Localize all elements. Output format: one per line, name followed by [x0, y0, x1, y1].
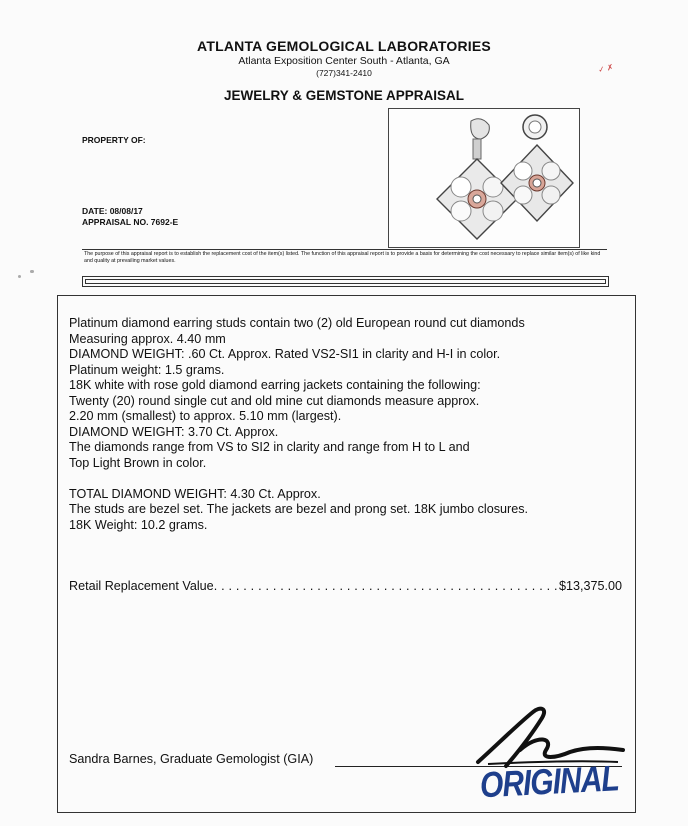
appraisal-number: APPRAISAL NO. 7692-E	[82, 217, 179, 227]
lab-phone: (727)341-2410	[316, 68, 372, 78]
scan-speck	[30, 270, 34, 273]
summary-line: The studs are bezel set. The jackets are bezel and prong set. 18K jumbo closures.	[69, 502, 528, 516]
original-stamp: ORIGINAL	[479, 758, 620, 806]
description-line: 18K white with rose gold diamond earring jackets containing the following:	[69, 378, 481, 392]
scan-speck	[18, 275, 21, 278]
gemologist-name: Sandra Barnes, Graduate Gemologist (GIA)	[69, 752, 314, 766]
description-line: Platinum weight: 1.5 grams.	[69, 362, 225, 377]
retail-value-label: Retail Replacement Value	[69, 579, 214, 593]
description-line: The diamonds range from VS to SI2 in clarity and range from H to L and	[69, 440, 470, 454]
appraisal-date: DATE: 08/08/17	[82, 206, 143, 216]
document-title: JEWELRY & GEMSTONE APPRAISAL	[223, 88, 465, 103]
pen-mark: ✓ ✗	[597, 62, 615, 75]
lab-name: ATLANTA GEMOLOGICAL LABORATORIES	[197, 38, 491, 54]
dot-leader	[214, 579, 559, 593]
description-line: Platinum diamond earring studs contain two (2) old European round cut diamonds	[69, 316, 525, 330]
purpose-statement: The purpose of this appraisal report is to establish the replacement cost of the item(s) listed. The function of this appraisal report is to provide a basis for determining the cost necessary to replace similar item(s) of like kind and quality at prevailing market values.	[84, 251, 601, 264]
description-line: 2.20 mm (smallest) to approx. 5.10 mm (largest).	[69, 409, 342, 423]
description-line: Twenty (20) round single cut and old mine cut diamonds measure approx.	[69, 393, 480, 408]
summary-line: 18K Weight: 10.2 grams.	[69, 517, 208, 532]
purpose-rule	[82, 249, 607, 250]
description-line: DIAMOND WEIGHT: 3.70 Ct. Approx.	[69, 424, 279, 439]
item-description	[69, 316, 624, 533]
description-line: DIAMOND WEIGHT: .60 Ct. Approx. Rated VS2-SI1 in clarity and H-I in color.	[69, 347, 501, 361]
earring-photo	[388, 108, 580, 248]
description-line: Top Light Brown in color.	[69, 455, 207, 470]
retail-value-row	[69, 579, 622, 593]
description-line: Measuring approx. 4.40 mm	[69, 331, 226, 346]
double-rule-box	[82, 276, 609, 287]
lab-address: Atlanta Exposition Center South - Atlanta, GA	[238, 55, 450, 67]
retail-value-amount: $13,375.00	[558, 579, 622, 593]
summary-line: TOTAL DIAMOND WEIGHT: 4.30 Ct. Approx.	[69, 486, 321, 501]
property-label: PROPERTY OF:	[82, 135, 146, 145]
description-box	[57, 295, 636, 813]
